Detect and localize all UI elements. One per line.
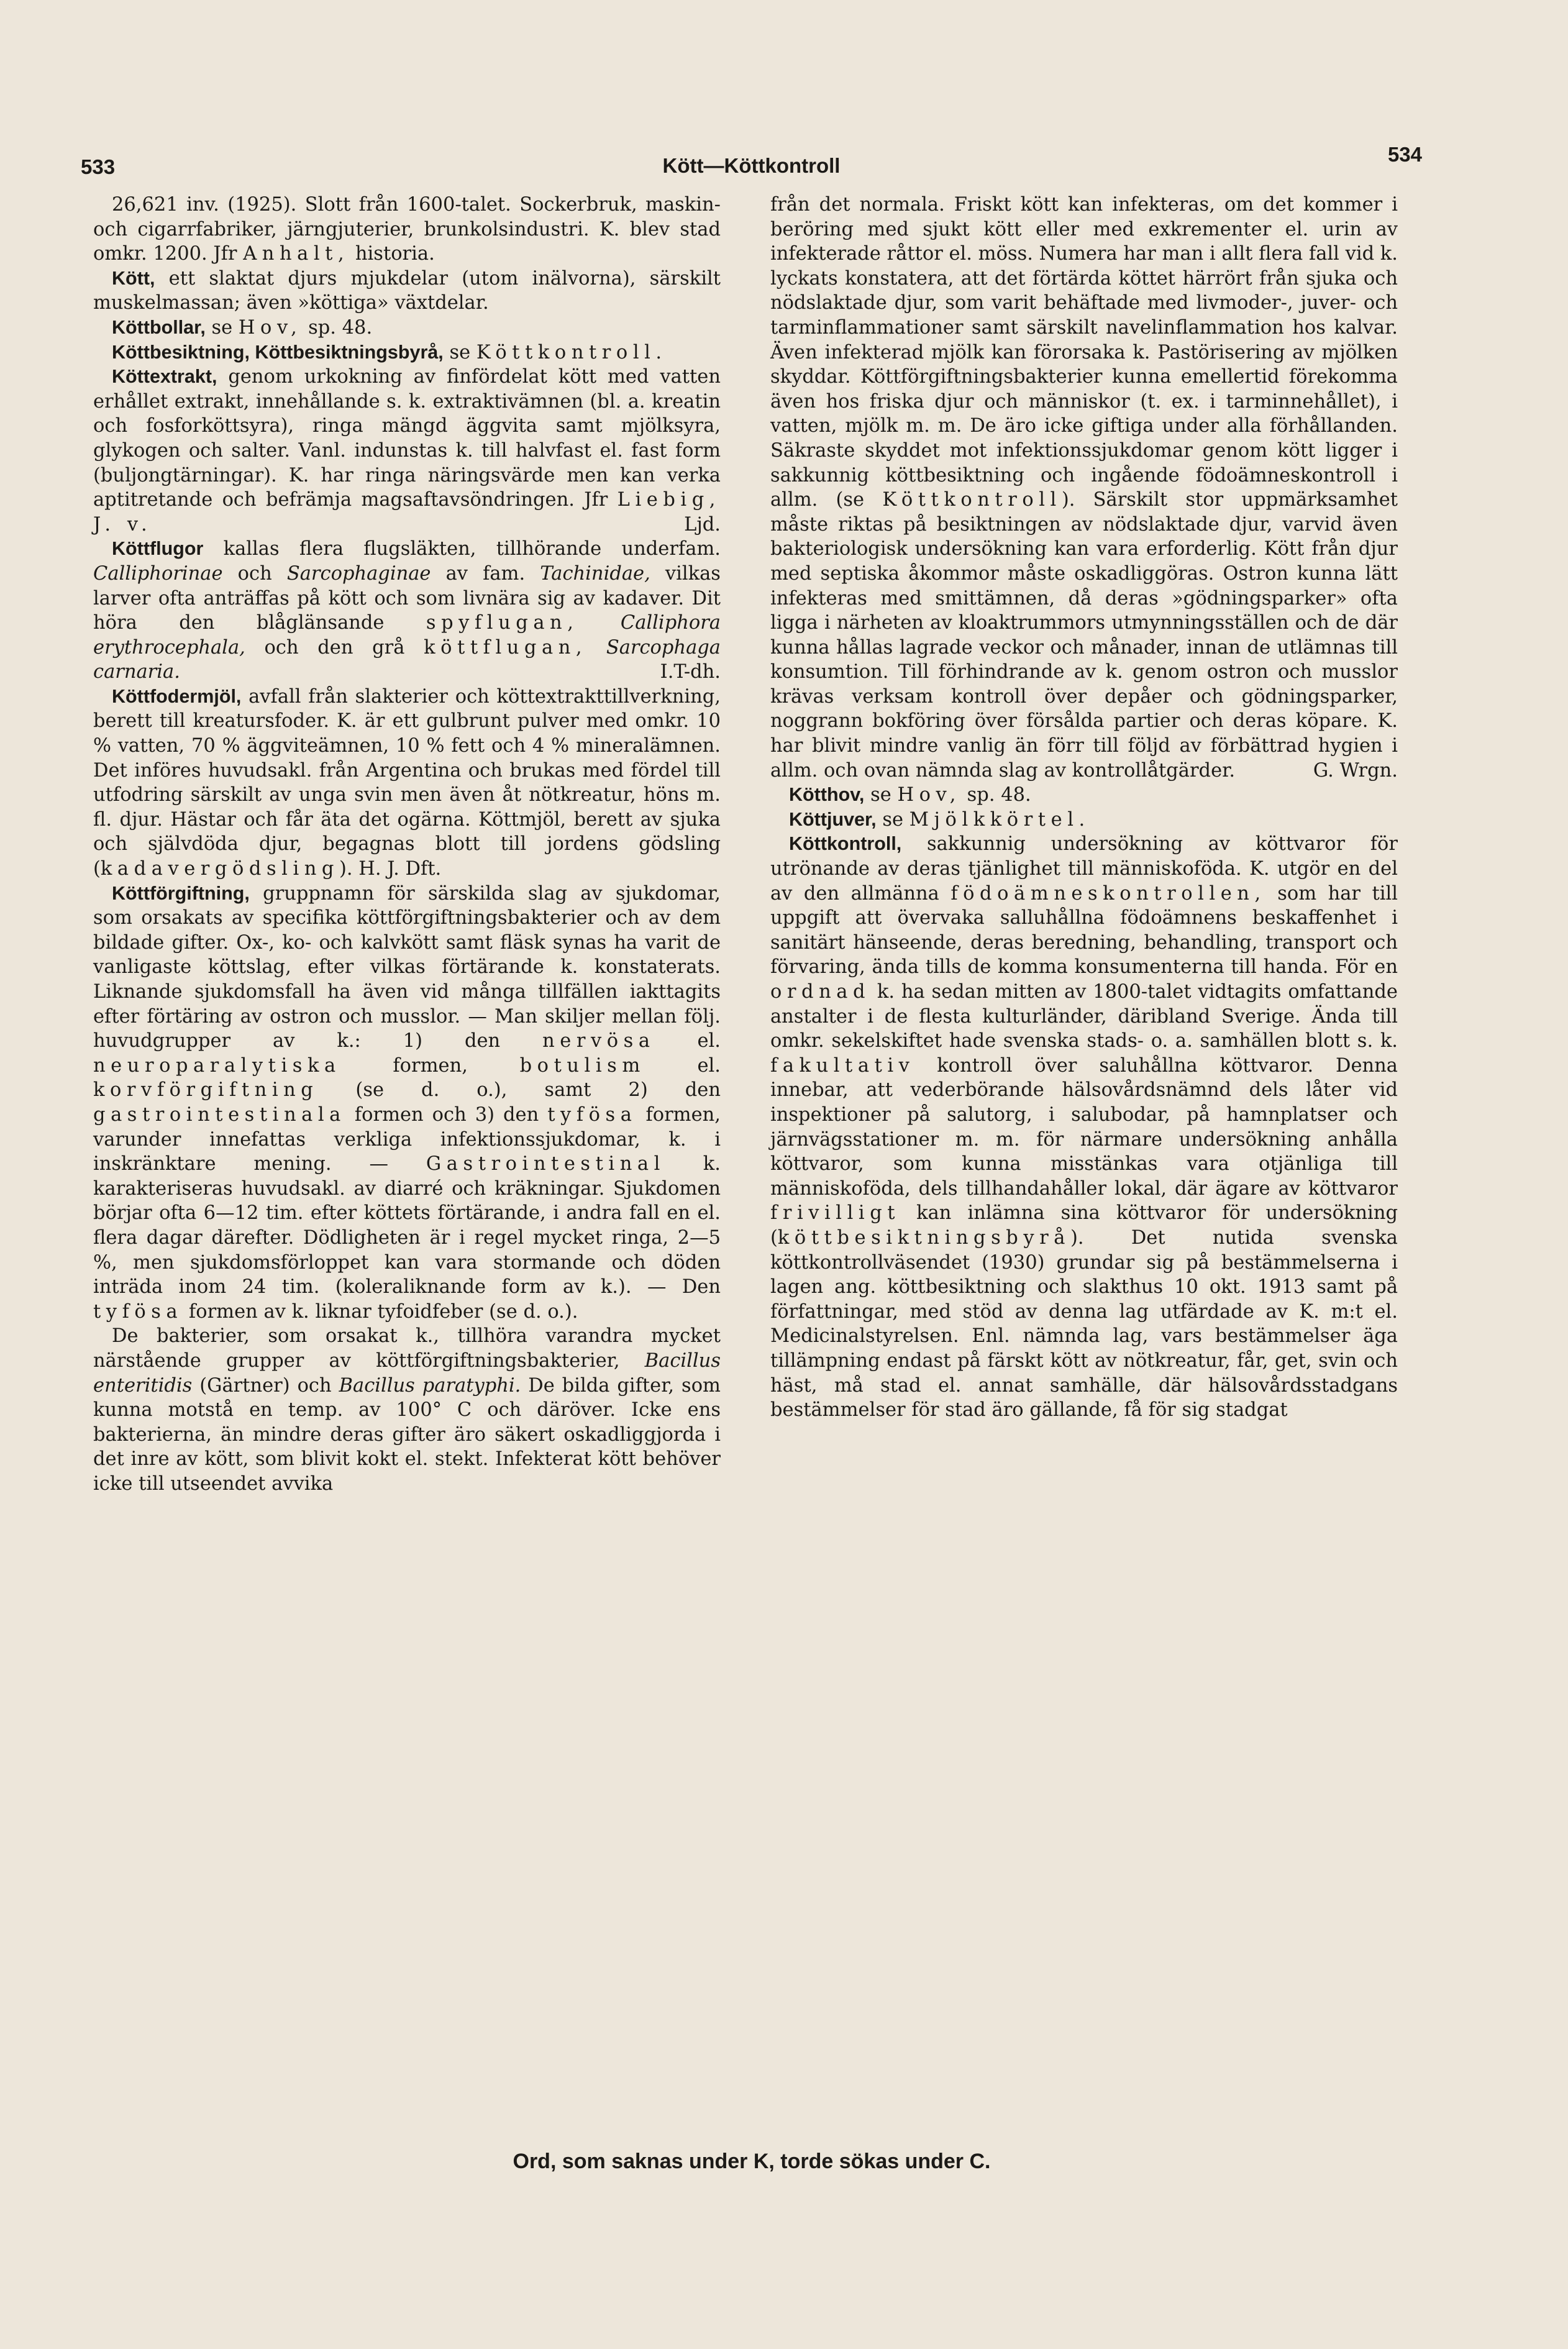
entry-kottbesiktning: Köttbesiktning, Köttbesiktningsbyrå, se Köttkontroll. — [112, 341, 667, 363]
cross-reference[interactable]: kadavergödsling — [100, 858, 339, 880]
headword: Köttextrakt, — [112, 366, 217, 388]
cross-reference[interactable]: Anhalt, — [243, 243, 350, 265]
author-signature: I.T-dh. — [660, 661, 721, 683]
page-number-right: 534 — [1387, 143, 1422, 166]
page-number-left: 533 — [81, 155, 116, 178]
headword: Köttflugor — [112, 538, 204, 560]
entry-kottbollar: Köttbollar, se Hov, sp. 48. — [112, 316, 373, 339]
cross-reference[interactable]: Köttkontroll — [882, 489, 1062, 511]
headword: Köttfodermjöl, — [112, 685, 242, 707]
page-header — [81, 143, 1422, 180]
cross-reference[interactable]: Mjölkkörtel. — [909, 808, 1090, 831]
headword: Kött, — [112, 267, 155, 289]
entry-kottfodermjol: Köttfodermjöl, avfall från slakterier och köttextrakttillverkning, berett till kreatursfoder. K. är ett gulbrunt pulver med omkr. 10 % vatten, 70 % äggviteämnen, 10 % fett och 4 % mineralämnen. Det införes huvudsakl. från Argentina och brukas med fördel till utfodring särskilt av unga svin men även åt nötkreatur, höns m. fl. djur. Hästar och får äta det ogärna. Köttmjöl, berett av sjuka och självdöda djur, begagnas blott till jordens gödsling (kadavergödsling). H. J. Dft. — [93, 685, 721, 880]
author-signature: G. Wrgn. — [1313, 759, 1398, 782]
cross-reference[interactable]: Hov, — [238, 316, 303, 339]
headword: Köttbollar, — [112, 316, 206, 338]
headword: Köttbesiktning, Köttbesiktningsbyrå, — [112, 341, 444, 363]
headword: Köttjuver, — [789, 808, 877, 830]
cross-reference[interactable]: Köttkontroll. — [476, 341, 667, 363]
author-signature: H. J. Dft. — [358, 858, 442, 880]
cross-reference[interactable]: Liebig, J. v. — [93, 489, 721, 536]
entry-kottjuver: Köttjuver, se Mjölkkörtel. — [789, 808, 1090, 831]
entry-kott: Kött, ett slaktat djurs mjukdelar (utom inälvorna), särskilt muskelmassan; även »köttiga» växtdelar. — [93, 267, 721, 314]
running-title: Kött—Köttkontroll — [662, 154, 841, 177]
left-column — [93, 193, 721, 1496]
right-column — [770, 193, 1398, 1423]
entry-bakterier: De bakterier, som orsakat k., tillhöra varandra mycket närstående grupper av köttförgiftningsbakterier, Bacillus enteritidis (Gärtner) och Bacillus paratyphi. De bilda gifter, som kunna motstå en temp. av 100° C och däröver. Icke ens bakterierna, än mindre deras gifter äro säkert oskadliggjorda i det inre av kött, som blivit kokt el. stekt. Infekterat kött behöver icke till utseendet avvika — [93, 1325, 721, 1495]
entry-kottforgiftning: Köttförgiftning, gruppnamn för särskilda slag av sjukdomar, som orsakats av specifika köttförgiftningsbakterier och av dem bildade gifter. Ox-, ko- och kalvkött samt fläsk synas ha varit de vanligaste köttslag, efter vilkas förtärande k. konstaterats. Liknande sjukdomsfall ha även vid många tillfällen iakttagits efter förtäring av ostron och musslor. — Man skiljer mellan följ. huvudgrupper av k.: 1) den nervösa el. neuroparalytiska formen, botulism el. korvförgiftning (se d. o.), samt 2) den gastrointestinala formen och 3) den tyfösa formen, varunder innefattas verkliga infektionssjukdomar, k. i inskränktare mening. — Gastrointestinal k. karakteriseras huvudsakl. av diarré och kräkningar. Sjukdomen börjar ofta 6—12 tim. efter köttets förtärande, i andra fall en el. flera dagar därefter. Dödligheten är i regel mycket ringa, 2—5 %, men sjukdomsförloppet kan vara stormande och döden inträda inom 24 tim. (koleraliknande form av k.). — Den tyfösa formen av k. liknar tyfoidfeber (se d. o.). — [93, 882, 721, 1323]
headword: Kötthov, — [789, 784, 865, 806]
entry-continuation: från det normala. Friskt kött kan infekteras, om det kommer i beröring med sjukt kött eller med exkrementer el. urin av infekterade råttor el. möss. Numera har man i allt flera fall vid k. lyckats konstatera, att det förtärda köttet härrört från sjuka och nödslaktade djur, som varit behäftade med livmoder-, juver- och tarminflammationer samt särskilt navelinflammation hos kalvar. Även infekterad mjölk kan förorsaka k. Pastörisering av mjölken skyddar. Köttförgiftningsbakterier kunna emellertid förekomma även hos friska djur och människor (t. ex. i tarminnehållet), i vatten, mjölk m. m. De äro icke giftiga under alla förhållanden. Säkraste skyddet mot infektionssjukdomar genom kött ligger i sakkunnig köttbesiktning och ingående födoämneskontroll i allm. (se Köttkontroll). Särskilt stor uppmärksamhet måste riktas på besiktningen av nödslaktade djur, varvid även bakteriologisk undersökning kan vara erforderlig. Kött från djur med septiska åkommor måste oskadliggöras. Ostron kunna lätt infekteras med smittämnen, då deras »gödningsparker» ofta ligga i närheten av kloaktrummors utmynningsställen och de där kunna hållas lagrade veckor och månader, innan de utlämnas till konsumtion. Till förhindrande av k. genom ostron och musslor krävas verksam kontroll över depåer och gödningsparker, noggrann bokföring över försålda partier och deras köpare. K. har blivit mindre vanlig än förr till följd av förbättrad hygien i allm. och ovan nämnda slag av kontrollåtgärder. G. Wrgn. — [770, 193, 1398, 783]
entry-kottextrakt: Köttextrakt, genom urkokning av finfördelat kött med vatten erhållet extrakt, innehållande s. k. extraktivämnen (bl. a. kreatin och fosforköttsyra), ringa mängd äggvita samt mjölksyra, glykogen och salter. Vanl. indunstas k. till halvfast el. fast form (buljongtärningar). K. har ringa näringsvärde men kan verka aptitretande och befrämja magsaftavsöndringen. Jfr Liebig, J. v. Ljd. — [93, 365, 721, 537]
cross-reference[interactable]: Hov, — [897, 784, 961, 806]
footer-note: Ord, som saknas under K, torde sökas under C. — [513, 2150, 991, 2173]
entry-kotthov: Kötthov, se Hov, sp. 48. — [789, 784, 1031, 806]
author-signature: Ljd. — [684, 513, 721, 536]
entry-kottflugor: Köttflugor kallas flera flugsläkten, tillhörande underfam. Calliphorinae och Sarcophaginae av fam. Tachinidae, vilkas larver ofta anträffas på kött och som livnära sig av kadaver. Dit höra den blåglänsande spyflugan, Calliphora erythrocephala, och den grå köttflugan, Sarcophaga carnaria. I.T-dh. — [93, 537, 721, 685]
entry-kottkontroll: Köttkontroll, sakkunnig undersökning av köttvaror för utrönande av deras tjänlighet till människoföda. K. utgör en del av den allmänna födoämneskontrollen, som har till uppgift att övervaka salluhållna födoämnens beskaffenhet i sanitärt hänseende, deras beredning, behandling, transport och förvaring, ända tills de komma konsumenterna till handa. För en ordnad k. ha sedan mitten av 1800-talet vidtagits omfattande anstalter i de flesta kulturländer, däribland Sverige. Ända till omkr. sekelskiftet hade svenska stads- o. a. samhällen blott s. k. fakultativ kontroll över saluhållna köttvaror. Denna innebar, att vederbörande hälsovårdsnämnd dels låter vid inspektioner på salutorg, i salubodar, på hamnplatser och järnvägsstationer m. m. för närmare undersökning anhålla köttvaror, som kunna misstänkas vara otjänliga till människoföda, dels tillhandahåller lokal, där ägare av köttvaror frivilligt kan inlämna sina köttvaror för undersökning (köttbesiktningsbyrå). Det nutida svenska köttkontrollväsendet (1930) grundar sig på bestämmelserna i lagen ang. köttbesiktning och slakthus 10 okt. 1913 samt på författningar, med stöd av denna lag utfärdade av K. m:t el. Medicinalstyrelsen. Enl. nämnda lag, vars bestämmelser äga tillämpning endast på färskt kött av nötkreatur, får, get, svin och häst, må stad el. annat samhälle, där hälsovårdsstadgans bestämmelser för stad äro gällande, få för sig stadgat — [770, 833, 1398, 1421]
headword: Köttkontroll, — [789, 833, 902, 855]
headword: Köttförgiftning, — [112, 882, 250, 904]
entry-continuation: 26,621 inv. (1925). Slott från 1600-talet. Sockerbruk, maskin- och cigarrfabriker, järngjuterier, brunkolsindustri. K. blev stad omkr. 1200. Jfr Anhalt, historia. — [93, 194, 721, 265]
